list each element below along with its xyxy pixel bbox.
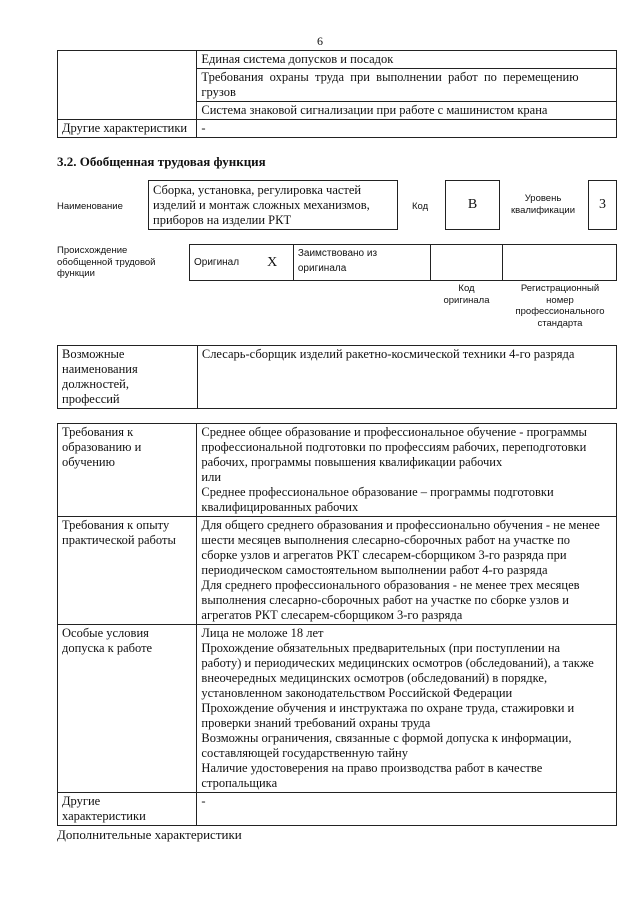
other-value: - bbox=[197, 793, 617, 826]
code-label: Код bbox=[412, 201, 429, 212]
original-mark: X bbox=[251, 245, 293, 281]
label-line: допуска к работе bbox=[62, 641, 153, 655]
reg-number-line: Регистрационный bbox=[520, 283, 600, 294]
level-label bbox=[505, 193, 581, 216]
top-table bbox=[57, 50, 617, 138]
row-value: - bbox=[197, 120, 617, 138]
borrowed-label-line: оригинала bbox=[297, 263, 347, 274]
label-line: Особые условия bbox=[62, 626, 149, 640]
admission-label bbox=[58, 625, 197, 793]
code-original-cell bbox=[430, 245, 503, 281]
value-line: Для общего среднего образования и профессионально обучения - не менее bbox=[201, 518, 600, 532]
reg-number-line: стандарта bbox=[537, 317, 583, 329]
code-value: В bbox=[467, 197, 478, 212]
value-line: Прохождение обязательных предварительных (при поступлении на bbox=[201, 641, 561, 655]
value-line: составляющей государственную тайну bbox=[201, 746, 408, 760]
value-line: квалифицированных рабочих bbox=[201, 500, 359, 514]
reg-number-line: профессионального bbox=[515, 306, 605, 317]
experience-value bbox=[197, 517, 617, 625]
table-row bbox=[58, 51, 617, 69]
table-row bbox=[58, 517, 617, 625]
section-heading: 3.2. Обобщенная трудовая функция bbox=[57, 154, 266, 169]
origin-label-line: обобщенной трудовой bbox=[57, 256, 156, 268]
table-row bbox=[58, 793, 617, 826]
positions-value: Слесарь-сборщик изделий ракетно-космической техники 4-го разряда bbox=[197, 346, 616, 409]
label-line: характеристики bbox=[62, 809, 146, 823]
name-value-box bbox=[148, 180, 398, 230]
value-line: сборке узлов и агрегатов РКТ слесарем-сборщиком 3-го разряда при bbox=[201, 548, 567, 562]
table-row bbox=[58, 346, 617, 409]
value-line: выполнения слесарно-сборочных работ на участке по сборке узлов и bbox=[201, 593, 569, 607]
label-line: практической работы bbox=[62, 533, 176, 547]
table-row bbox=[58, 120, 617, 138]
value-line: периодическом самостоятельном выполнении работ 4-го разряда bbox=[201, 563, 548, 577]
education-value bbox=[197, 424, 617, 517]
reg-number-line: номер bbox=[546, 294, 574, 306]
label-line: обучению bbox=[62, 455, 115, 469]
value-line: Для среднего профессионального образования - не менее трех месяцев bbox=[201, 578, 580, 592]
value-line: стропальщика bbox=[201, 776, 278, 790]
level-label-line: квалификации bbox=[510, 204, 576, 216]
value-line: рабочих, программы повышения квалификации рабочих bbox=[201, 455, 503, 469]
level-label-line: Уровень bbox=[524, 193, 562, 204]
cell-text: Единая система допусков и посадок bbox=[201, 52, 394, 66]
level-value-box bbox=[588, 180, 617, 230]
value-line: шести месяцев выполнения слесарно-сборочных работ на участке по bbox=[201, 533, 571, 547]
name-label: Наименование bbox=[57, 201, 123, 212]
code-original-line: оригинала bbox=[443, 294, 490, 306]
admission-value bbox=[197, 625, 617, 793]
cell-text: Система знаковой сигнализации при работе с машинистом крана bbox=[201, 103, 548, 117]
value-line: работу) и периодических медицинских осмотров (обследований), а также bbox=[201, 656, 594, 670]
origin-table bbox=[189, 244, 617, 281]
table-cell-empty bbox=[58, 51, 197, 120]
label-line: должностей, bbox=[62, 377, 129, 391]
value-line: Среднее общее образование и профессиональное обучение - программы bbox=[201, 425, 587, 439]
experience-label bbox=[58, 517, 197, 625]
label-line: Требования к опыту bbox=[62, 518, 170, 532]
name-value-line: изделий и монтаж сложных механизмов, bbox=[153, 198, 370, 212]
borrowed-label bbox=[293, 245, 430, 281]
table-row bbox=[190, 245, 617, 281]
value-line: Прохождение обучения и инструктажа по охране труда, стажировки и bbox=[201, 701, 575, 715]
original-label: Оригинал bbox=[190, 245, 252, 281]
cell-text: Требования охраны труда при выполнении работ по перемещению bbox=[201, 70, 579, 84]
row-label: Другие характеристики bbox=[58, 120, 197, 138]
level-value: 3 bbox=[599, 197, 606, 212]
reg-number-cell bbox=[503, 245, 617, 281]
value-line: Возможны ограничения, связанные с формой допуска к информации, bbox=[201, 731, 572, 745]
table-row bbox=[58, 424, 617, 517]
value-line: установленном законодательством Российской Федерации bbox=[201, 686, 513, 700]
positions-table bbox=[57, 345, 617, 409]
value-line: профессиональной подготовки по профессиям рабочих, переподготовки bbox=[201, 440, 587, 454]
label-line: Требования к bbox=[62, 425, 134, 439]
label-line: профессий bbox=[62, 392, 120, 406]
value-line: или bbox=[201, 470, 222, 484]
name-value-line: приборов на изделии РКТ bbox=[153, 213, 292, 227]
positions-label bbox=[58, 346, 198, 409]
value-line: агрегатов РКТ слесарем-сборщиком 3-го разряда bbox=[201, 608, 463, 622]
code-value-box bbox=[445, 180, 500, 230]
table-cell bbox=[197, 51, 617, 69]
label-line: наименования bbox=[62, 362, 138, 376]
code-original-line: Код bbox=[458, 283, 475, 294]
label-line: Другие bbox=[62, 794, 101, 808]
value-line: Лица не моложе 18 лет bbox=[201, 626, 324, 640]
other-label bbox=[58, 793, 197, 826]
borrowed-label-line: Заимствовано из bbox=[297, 248, 378, 259]
origin-label bbox=[57, 245, 155, 280]
value-line: Наличие удостоверения на право производства работ в качестве bbox=[201, 761, 543, 775]
reg-number-label bbox=[503, 283, 617, 329]
additional-characteristics-title: Дополнительные характеристики bbox=[57, 827, 242, 842]
name-value-line: Сборка, установка, регулировка частей bbox=[153, 183, 362, 197]
code-original-label bbox=[430, 283, 503, 306]
requirements-table bbox=[57, 423, 617, 826]
table-cell bbox=[197, 102, 617, 120]
value-line: Среднее профессиональное образование – программы подготовки bbox=[201, 485, 554, 499]
page-number: 6 bbox=[317, 34, 323, 48]
value-line: внеочередных медицинских осмотров (обследований) в порядке, bbox=[201, 671, 548, 685]
origin-label-line: Происхождение bbox=[57, 245, 128, 256]
label-line: Возможные bbox=[62, 347, 125, 361]
cell-text: грузов bbox=[201, 85, 236, 99]
education-label bbox=[58, 424, 197, 517]
label-line: образованию и bbox=[62, 440, 142, 454]
origin-label-line: функции bbox=[57, 268, 95, 279]
value-line: проверки знаний требований охраны труда bbox=[201, 716, 431, 730]
table-cell bbox=[197, 69, 617, 102]
table-row bbox=[58, 625, 617, 793]
